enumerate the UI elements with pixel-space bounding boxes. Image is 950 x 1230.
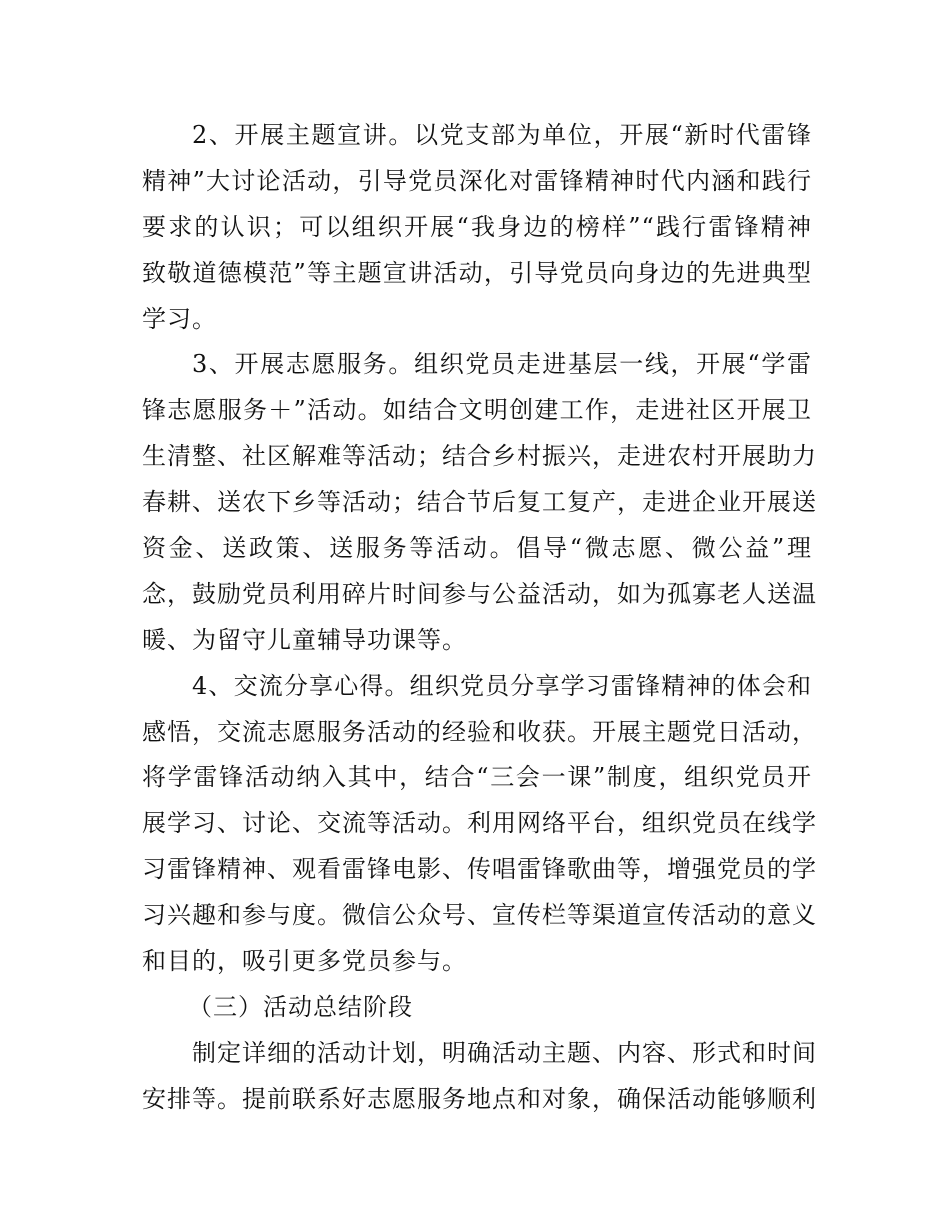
document-body	[142, 113, 817, 1123]
text-line: 春耕、送农下乡等活动；结合节后复工复产，走进企业开展送	[142, 488, 817, 517]
text-line: 习兴趣和参与度。微信公众号、宣传栏等渠道宣传活动的意义	[142, 901, 817, 930]
paragraph-item-3	[142, 342, 817, 663]
text-line: 将学雷锋活动纳入其中，结合“三会一课”制度，组织党员开	[142, 763, 812, 792]
text-line: 锋志愿服务＋”活动。如结合文明创建工作，走进社区开展卫	[142, 396, 812, 425]
text-line: 念，鼓励党员利用碎片时间参与公益活动，如为孤寡老人送温	[142, 579, 817, 608]
text-line: 2、开展主题宣讲。以党支部为单位，开展“新时代雷锋	[192, 121, 812, 149]
text-line: 学习。	[142, 304, 217, 333]
text-line: 安排等。提前联系好志愿服务地点和对象，确保活动能够顺利	[142, 1084, 817, 1113]
text-line: 制定详细的活动计划，明确活动主题、内容、形式和时间	[192, 1038, 817, 1067]
section-heading: （三）活动总结阶段	[188, 992, 413, 1021]
text-line: 暖、为留守儿童辅导功课等。	[142, 625, 467, 654]
text-line: 精神”大讨论活动，引导党员深化对雷锋精神时代内涵和践行	[142, 166, 812, 195]
text-line: 3、开展志愿服务。组织党员走进基层一线，开展“学雷	[192, 350, 812, 379]
text-line: 致敬道德模范”等主题宣讲活动，引导党员向身边的先进典型	[142, 258, 812, 287]
text-line: 展学习、讨论、交流等活动。利用网络平台，组织党员在线学	[142, 809, 817, 838]
text-line: 生清整、社区解难等活动；结合乡村振兴，走进农村开展助力	[142, 442, 817, 471]
text-line: 资金、送政策、送服务等活动。倡导“微志愿、微公益”理	[142, 534, 812, 563]
text-line: 和目的，吸引更多党员参与。	[142, 947, 467, 976]
paragraph-closing	[142, 1031, 817, 1123]
text-line: 习雷锋精神、观看雷锋电影、传唱雷锋歌曲等，增强党员的学	[142, 855, 817, 884]
text-line: 要求的认识；可以组织开展“我身边的榜样”“践行雷锋精神	[142, 212, 812, 241]
text-line: 感悟，交流志愿服务活动的经验和收获。开展主题党日活动，	[142, 717, 817, 746]
paragraph-item-4	[142, 664, 817, 985]
paragraph-item-2	[142, 113, 812, 342]
text-line: 4、交流分享心得。组织党员分享学习雷锋精神的体会和	[192, 671, 812, 700]
